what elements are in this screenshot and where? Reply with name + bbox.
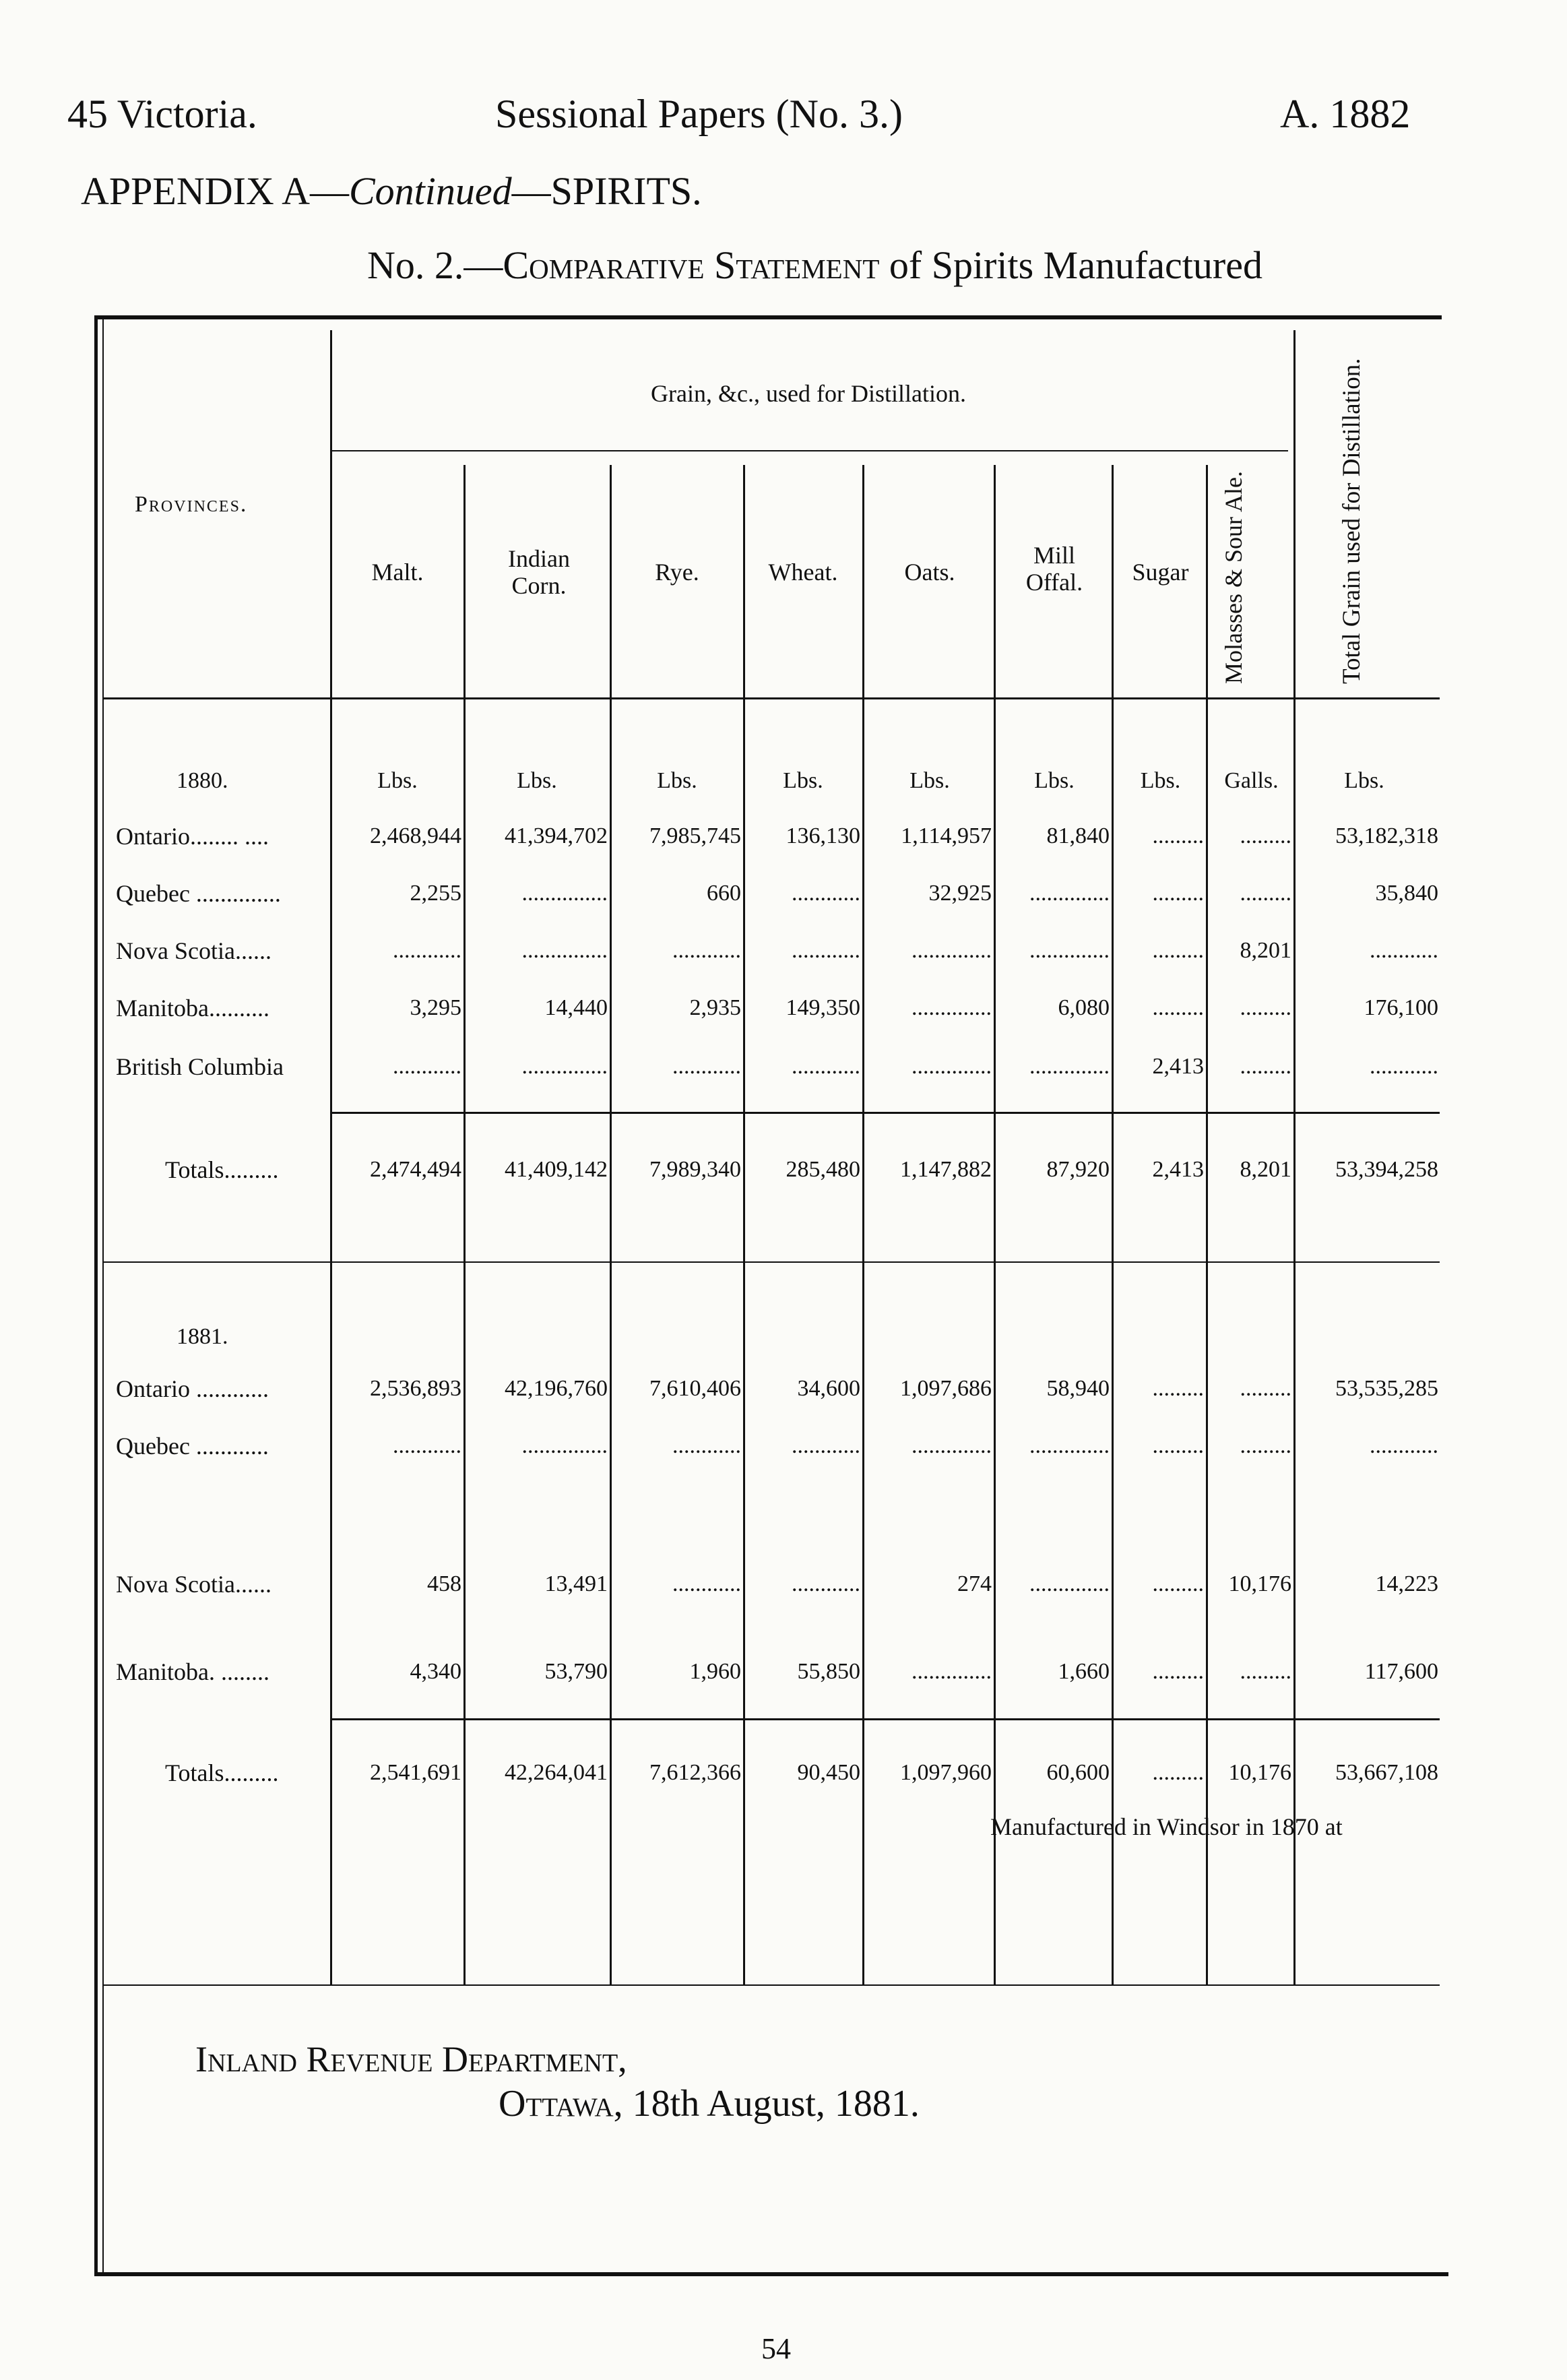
province-label: Ontario........ ....	[116, 823, 269, 850]
table-cell: 58,940	[1046, 1376, 1110, 1401]
col-header-oats: Oats.	[904, 559, 955, 586]
table-cell: .........	[1152, 1433, 1204, 1458]
table-cell: ...............	[521, 881, 608, 906]
table-cell: ............	[792, 938, 860, 963]
table-cell: 14,440	[544, 995, 608, 1020]
table-cell: 42,264,041	[505, 1760, 608, 1785]
province-label: Quebec ..............	[116, 880, 281, 907]
province-label: Quebec ............	[116, 1433, 269, 1460]
province-label: British Columbia	[116, 1053, 284, 1080]
table-cell: 42,196,760	[505, 1376, 608, 1401]
table-bottom-rule	[94, 2272, 1448, 2276]
table-cell: 10,176	[1228, 1760, 1291, 1785]
table-cell: 41,394,702	[505, 823, 608, 848]
table-cell: 41,409,142	[505, 1157, 608, 1182]
table-cell: 2,935	[689, 995, 741, 1020]
col-header-wheat: Wheat.	[768, 559, 838, 586]
table-cell: ............	[393, 1054, 461, 1079]
table-subtitle	[367, 243, 1262, 288]
col-header-sugar: Sugar	[1132, 559, 1189, 586]
table-cell: 2,413	[1152, 1054, 1204, 1079]
table-cell: ............	[393, 1433, 461, 1458]
table-cell: ............	[672, 1433, 741, 1458]
table-cell: 8,201	[1240, 1157, 1291, 1182]
table-cell: ............	[792, 881, 860, 906]
table-cell: ............	[792, 1433, 860, 1458]
table-cell: 4,340	[410, 1659, 461, 1684]
table-cell: 3,295	[410, 995, 461, 1020]
unit-offal: Lbs.	[1034, 768, 1075, 793]
table-cell: 2,474,494	[370, 1157, 461, 1182]
table-cell: 60,600	[1046, 1760, 1110, 1785]
year-1881: 1881.	[177, 1324, 228, 1349]
table-cell: 7,610,406	[649, 1376, 741, 1401]
place-date-signature	[499, 2082, 920, 2125]
table-cell: 10,176	[1228, 1571, 1291, 1596]
table-cell: ..............	[1029, 1433, 1110, 1458]
lower-rule	[102, 1984, 1440, 1986]
page-number: 54	[761, 2332, 791, 2365]
table-cell: 285,480	[786, 1157, 860, 1182]
table-cell: 2,536,893	[370, 1376, 461, 1401]
table-cell: 2,413	[1152, 1157, 1204, 1182]
province-label: Manitoba. ........	[116, 1658, 269, 1685]
table-cell: 149,350	[786, 995, 860, 1020]
unit-malt: Lbs.	[377, 768, 418, 793]
col-header-molasses: Molasses & Sour Ale.	[1220, 470, 1247, 684]
col-header-corn: Indian Corn.	[508, 545, 570, 599]
table-cell: ..............	[912, 995, 992, 1020]
table-cell: 274	[957, 1571, 992, 1596]
col-rule-molasses	[1206, 465, 1208, 1984]
table-cell: .........	[1240, 1054, 1291, 1079]
table-cell: 32,925	[928, 881, 992, 906]
table-cell: .........	[1152, 823, 1204, 848]
subtitle-no: No. 2.—	[367, 243, 503, 287]
totals-1881-rule	[331, 1718, 1440, 1720]
table-cell: 7,612,366	[649, 1760, 741, 1785]
table-cell: 176,100	[1364, 995, 1438, 1020]
header-bottom-rule	[102, 697, 1440, 699]
table-cell: ............	[792, 1571, 860, 1596]
appendix-prefix: APPENDIX A—	[81, 169, 349, 213]
table-cell: 2,468,944	[370, 823, 461, 848]
group-header: Grain, &c., used for Distillation.	[651, 380, 966, 407]
header-left: 45 Victoria.	[67, 92, 257, 136]
unit-molasses: Galls.	[1224, 768, 1279, 793]
col-rule-corn	[463, 465, 466, 1984]
table-cell: ..............	[912, 1659, 992, 1684]
col-rule-rye	[610, 465, 612, 1984]
table-left-rule	[94, 315, 98, 2276]
table-cell: 34,600	[797, 1376, 860, 1401]
table-cell: 8,201	[1240, 938, 1291, 963]
col-rule-oats	[862, 465, 864, 1984]
table-cell: ..............	[1029, 1054, 1110, 1079]
continuation-note: Manufactured in Windsor in 1870 at	[990, 1813, 1343, 1840]
table-cell: ..............	[912, 938, 992, 963]
date-text: , 18th August, 1881.	[613, 2083, 920, 2125]
table-cell: 53,667,108	[1335, 1760, 1438, 1785]
col-rule-sugar	[1112, 465, 1114, 1984]
table-cell: ............	[672, 1054, 741, 1079]
table-cell: ............	[792, 1054, 860, 1079]
col-header-malt: Malt.	[371, 559, 424, 586]
unit-sugar: Lbs.	[1140, 768, 1181, 793]
table-cell: .........	[1240, 1659, 1291, 1684]
table-cell: .........	[1240, 881, 1291, 906]
table-cell: .........	[1152, 1571, 1204, 1596]
table-cell: 87,920	[1046, 1157, 1110, 1182]
table-cell: .........	[1152, 1376, 1204, 1401]
table-cell: 1,097,960	[900, 1760, 992, 1785]
table-cell: 53,535,285	[1335, 1376, 1438, 1401]
col-rule-malt	[330, 330, 332, 1984]
table-cell: 81,840	[1046, 823, 1110, 848]
province-label: Manitoba..........	[116, 995, 269, 1022]
col-header-total: Total Grain used for Distillation.	[1338, 358, 1366, 684]
table-cell: .........	[1240, 823, 1291, 848]
table-cell: ............	[1370, 938, 1438, 963]
unit-rye: Lbs.	[657, 768, 697, 793]
table-cell: ...............	[521, 938, 608, 963]
table-cell: ..............	[1029, 1571, 1110, 1596]
table-cell: 55,850	[797, 1659, 860, 1684]
table-cell: ..............	[912, 1054, 992, 1079]
table-cell: 6,080	[1058, 995, 1110, 1020]
unit-wheat: Lbs.	[783, 768, 823, 793]
table-cell: 53,394,258	[1335, 1157, 1438, 1182]
province-label: Ontario ............	[116, 1375, 269, 1402]
subtitle-rest: of Spirits Manufactured	[879, 243, 1262, 287]
table-cell: ...............	[521, 1433, 608, 1458]
unit-oats: Lbs.	[909, 768, 950, 793]
col-header-offal: Mill Offal.	[1025, 542, 1083, 596]
table-cell: .........	[1152, 938, 1204, 963]
table-cell: ............	[1370, 1054, 1438, 1079]
table-cell: ..............	[1029, 881, 1110, 906]
table-cell: 90,450	[797, 1760, 860, 1785]
unit-total: Lbs.	[1344, 768, 1384, 793]
col-rule-offal	[994, 465, 996, 1984]
table-cell: .........	[1152, 1659, 1204, 1684]
table-cell: 117,600	[1364, 1659, 1438, 1684]
table-cell: ............	[393, 938, 461, 963]
table-cell: 1,097,686	[900, 1376, 992, 1401]
section-separator-rule	[102, 1261, 1440, 1263]
totals-1880-rule	[331, 1112, 1440, 1114]
table-cell: ............	[672, 938, 741, 963]
col-rule-total	[1293, 330, 1296, 1984]
table-cell: .........	[1152, 1760, 1204, 1785]
table-cell: 2,255	[410, 881, 461, 906]
table-cell: 1,660	[1058, 1659, 1110, 1684]
province-label: Nova Scotia......	[116, 1571, 271, 1598]
appendix-title	[81, 168, 702, 214]
col-rule-wheat	[743, 465, 745, 1984]
unit-corn: Lbs.	[517, 768, 557, 793]
table-cell: ............	[1370, 1433, 1438, 1458]
table-cell: 14,223	[1375, 1571, 1438, 1596]
appendix-suffix: —SPIRITS.	[511, 169, 702, 213]
table-cell: ..............	[912, 1433, 992, 1458]
table-cell: 2,541,691	[370, 1760, 461, 1785]
table-cell: 458	[427, 1571, 461, 1596]
provinces-header: Provinces.	[135, 492, 248, 517]
table-cell: .........	[1240, 1376, 1291, 1401]
table-cell: .........	[1152, 995, 1204, 1020]
province-label: Totals.........	[165, 1156, 279, 1183]
group-header-rule	[331, 450, 1288, 451]
table-cell: 1,960	[689, 1659, 741, 1684]
table-left-rule-inner	[102, 315, 104, 2276]
appendix-continued: Continued	[349, 169, 512, 213]
table-cell: 660	[707, 881, 741, 906]
table-cell: .........	[1240, 1433, 1291, 1458]
subtitle-comparative: Comparative Statement	[503, 243, 880, 287]
table-cell: 35,840	[1375, 881, 1438, 906]
province-label: Totals.........	[165, 1759, 279, 1786]
table-cell: 136,130	[786, 823, 860, 848]
year-1880: 1880.	[177, 768, 228, 793]
table-cell: 7,989,340	[649, 1157, 741, 1182]
table-cell: 1,147,882	[900, 1157, 992, 1182]
table-cell: 53,182,318	[1335, 823, 1438, 848]
col-header-rye: Rye.	[655, 559, 699, 586]
table-cell: 53,790	[544, 1659, 608, 1684]
table-cell: ..............	[1029, 938, 1110, 963]
table-cell: 13,491	[544, 1571, 608, 1596]
header-center: Sessional Papers (No. 3.)	[495, 92, 903, 136]
table-top-rule	[94, 315, 1442, 319]
place-name: Ottawa	[499, 2083, 614, 2125]
table-cell: 1,114,957	[901, 823, 992, 848]
department-signature: Inland Revenue Department,	[195, 2039, 627, 2079]
table-cell: .........	[1152, 881, 1204, 906]
table-cell: ...............	[521, 1054, 608, 1079]
table-cell: .........	[1240, 995, 1291, 1020]
table-cell: ............	[672, 1571, 741, 1596]
table-cell: 7,985,745	[649, 823, 741, 848]
header-right: A. 1882	[1280, 92, 1411, 136]
province-label: Nova Scotia......	[116, 937, 271, 964]
